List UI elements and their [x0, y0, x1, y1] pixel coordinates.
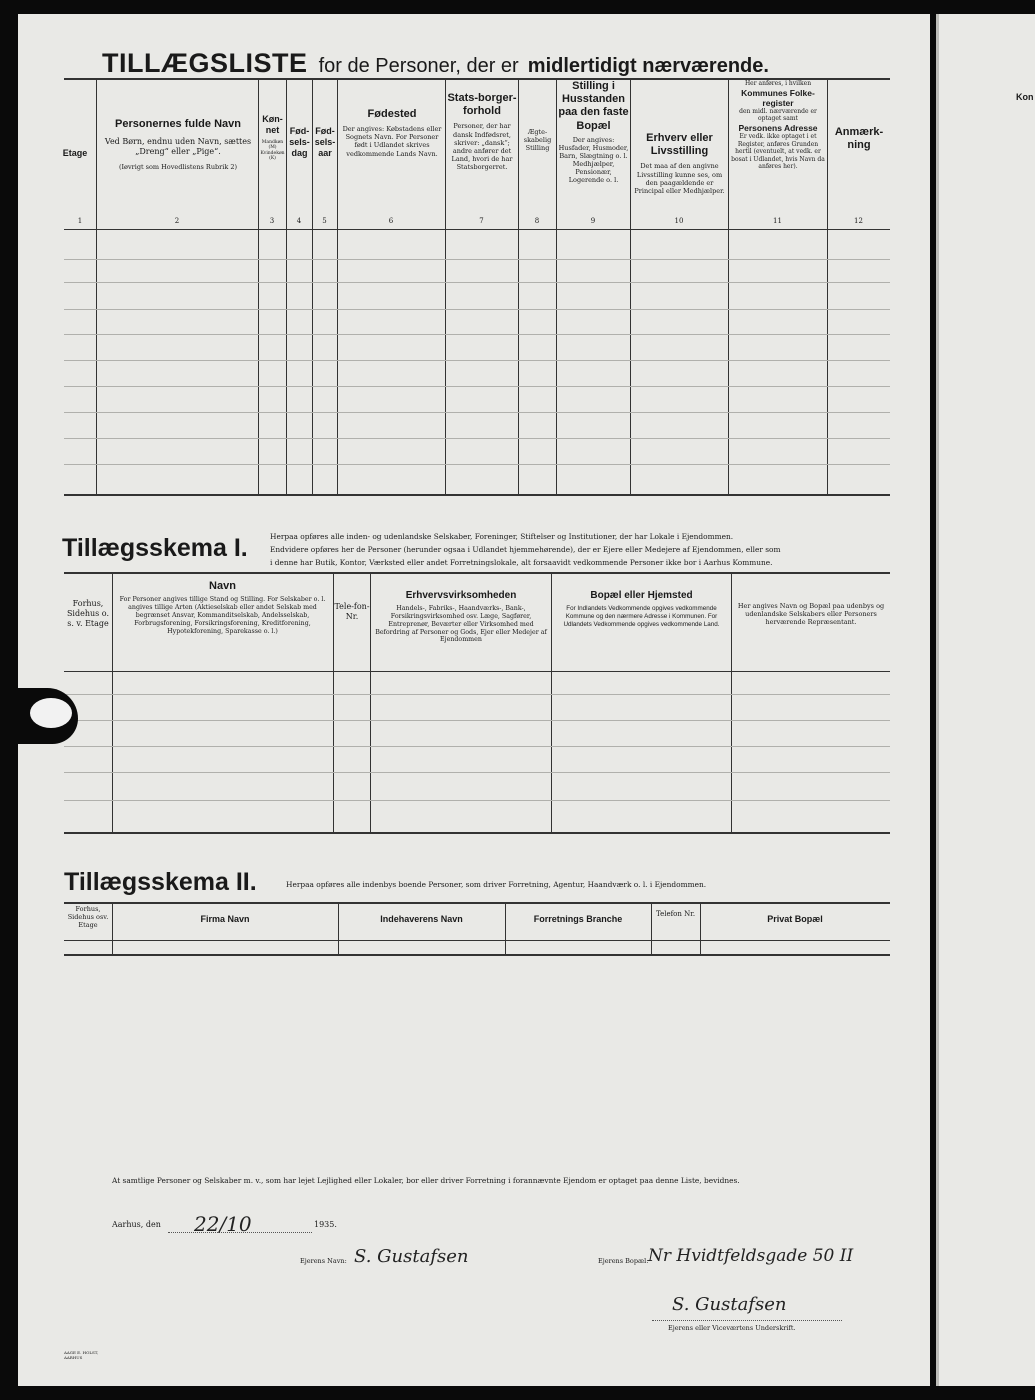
col-occupation-header: Erhverv eller Livsstilling Det maa af den angivne Livsstilling kunne ses, om den paagældende er Principal eller Medhjælper. — [634, 132, 725, 195]
schema-two-description: Herpaa opføres alle indenbys boende Personer, som driver Forretning, Agentur, Haandværk o. l. i Ejendommen. — [286, 880, 707, 889]
col-register-header: Her anføres, i hvilken Kommunes Folke-register den midl. nærværende er optaget samt Personens Adresse Er vedk. ikke optaget i et Register, anføres Grunden hertil (eventuelt, at vedk. er bosat i Udlandet, hvis Navn da anføres her). — [731, 80, 825, 171]
col-num: 3 — [269, 217, 275, 225]
col-num: 1 — [77, 217, 83, 225]
s2-col-phone-header: Telefon Nr. — [655, 910, 696, 918]
s2-col-branch-header: Forretnings Branche — [533, 914, 623, 924]
col-num: 8 — [534, 217, 540, 225]
col-num: 11 — [773, 217, 782, 225]
s1-col-business-header: Erhvervsvirksomheden Handels-, Fabriks-, Haandværks-, Bank-, Forsikringsvirksomhed osv. Læge, Sagfører, Entreprenør, Beværter eller Virksomhed med Befordring af Personer og Gods, Ejer eller Medejer af Ejendommen — [375, 590, 547, 644]
col-gender-header: Køn-net Mandkøn (M) Kvindekøn (K) — [260, 114, 285, 162]
city-label: Aarhus, den — [112, 1220, 161, 1229]
col-citizenship-header: Stats-borger-forhold Personer, der har dansk Indfødsret, skriver: „dansk“; andre anfører det Land, hvori de har Statsborgerret. — [447, 92, 517, 171]
schema-one-description: Herpaa opføres alle inden- og udenlandske Selskaber, Foreninger, Stiftelser og Institutioner, der har Lokale i Ejendommen. Endvidere opføres her de Personer (herunder ogsaa i Udlandet hjemmehørende), der er Ejere eller Medejere af Ejendommen, eller som i denne har Butik, Kontor, Værksted eller andet Forretningslokale, alt forsaavidt vedkommende Personer ikke bor i Aarhus Kommune. — [270, 532, 781, 567]
col-num: 6 — [388, 217, 394, 225]
col-marital-header: Ægte-skabelig Stilling — [523, 128, 552, 153]
col-birthplace-header: Fødested Der angives: Købstadens eller Sognets Navn. For Personer født i Udlandet skrives vedkommende Lands Navn. — [342, 108, 442, 158]
col-num: 12 — [854, 217, 863, 225]
owner-address-handwritten: Nr Hvidtfeldsgade 50 II — [648, 1246, 854, 1266]
s1-col-representative-header: Her angives Navn og Bopæl paa udenbys og udenlandske Selskabers eller Personers herværende Repræsentant. — [737, 602, 885, 627]
adjacent-page — [936, 14, 1035, 1386]
col-household-header: Stilling i Husstanden paa den faste Bopæl Der angives: Husfader, Husmoder, Barn, Slægtning o. l. Medhjælper, Pensionær, Logerende o. l. — [558, 80, 629, 185]
main-title-bold: midlertidigt nærværende. — [527, 55, 769, 77]
s1-col-phone-header: Tele-fon-Nr. — [334, 602, 370, 621]
s1-col-residence-header: Bopæl eller Hjemsted For Indlandets Vedkommende opgives vedkommende Kommune og den nærmere Adresse i Kommunen. For Udlandets Vedkommende opgives vedkommende Land. — [563, 590, 720, 628]
col-birthday-header: Fød-sels-dag — [289, 126, 310, 158]
signature-label: Ejerens eller Viceværtens Underskrift. — [668, 1324, 796, 1332]
adjacent-page-text: Kon — [1016, 92, 1034, 102]
s2-col-owner-header: Indehaverens Navn — [380, 914, 463, 924]
col-num: 2 — [174, 217, 180, 225]
schema-one-title: Tillægsskema I. — [62, 534, 248, 562]
col-etage-header: Etage — [62, 148, 88, 158]
s1-col-name-header: Navn For Personer angives tillige Stand og Stilling. For Selskaber o. l. angives tillige Arten (Aktieselskab eller andet Selskab med begrænset Ansvar, Kommanditselskab, Andelsselskab, Forbrugsforening, Forsikringsforening, Kreditforening, Hypotekforening, Sparekasse o. l.) — [119, 580, 326, 635]
s2-col-firm-header: Firma Navn — [200, 914, 250, 924]
main-title-big: TILLÆGSLISTE — [102, 48, 308, 78]
col-num: 4 — [296, 217, 302, 225]
owner-name-handwritten: S. Gustafsen — [354, 1246, 469, 1267]
col-num: 7 — [479, 217, 484, 225]
main-title — [102, 48, 922, 79]
col-remarks-header: Anmærk-ning — [834, 126, 884, 152]
form-page — [18, 14, 930, 1386]
owner-address-label: Ejerens Bopæl: — [598, 1257, 649, 1265]
signature-handwritten: S. Gustafsen — [672, 1294, 787, 1315]
printer-mark: AAGE E. HOLST, AARHUS — [64, 1350, 99, 1360]
col-num: 10 — [674, 217, 684, 225]
owner-name-label: Ejerens Navn: — [300, 1257, 347, 1265]
schema-two-title: Tillægsskema II. — [64, 868, 257, 896]
thumb-image — [0, 688, 78, 744]
col-birthyear-header: Fød-sels-aar — [314, 126, 336, 158]
col-name-header: Personernes fulde Navn Ved Børn, endnu uden Navn, sættes „Dreng“ eller „Pige“. (Iøvrigt som Hovedlistens Rubrik 2) — [104, 118, 252, 172]
col-num: 5 — [322, 217, 327, 225]
date-handwritten: 22/10 — [194, 1212, 252, 1236]
s1-col-floor-header: Forhus, Sidehus o. s. v. Etage — [66, 599, 110, 628]
s2-col-private-header: Privat Bopæl — [767, 914, 823, 924]
col-num: 9 — [590, 217, 596, 225]
attestation-statement: At samtlige Personer og Selskaber m. v., som har lejet Lejlighed eller Lokaler, bor eller driver Forretning i forannævnte Ejendom er optaget paa denne Liste, bevidnes. — [112, 1176, 740, 1185]
s2-col-floor-header: Forhus, Sidehus osv. Etage — [67, 905, 109, 930]
year: 1935. — [314, 1220, 337, 1229]
main-title-text: for de Personer, der er — [318, 55, 519, 77]
